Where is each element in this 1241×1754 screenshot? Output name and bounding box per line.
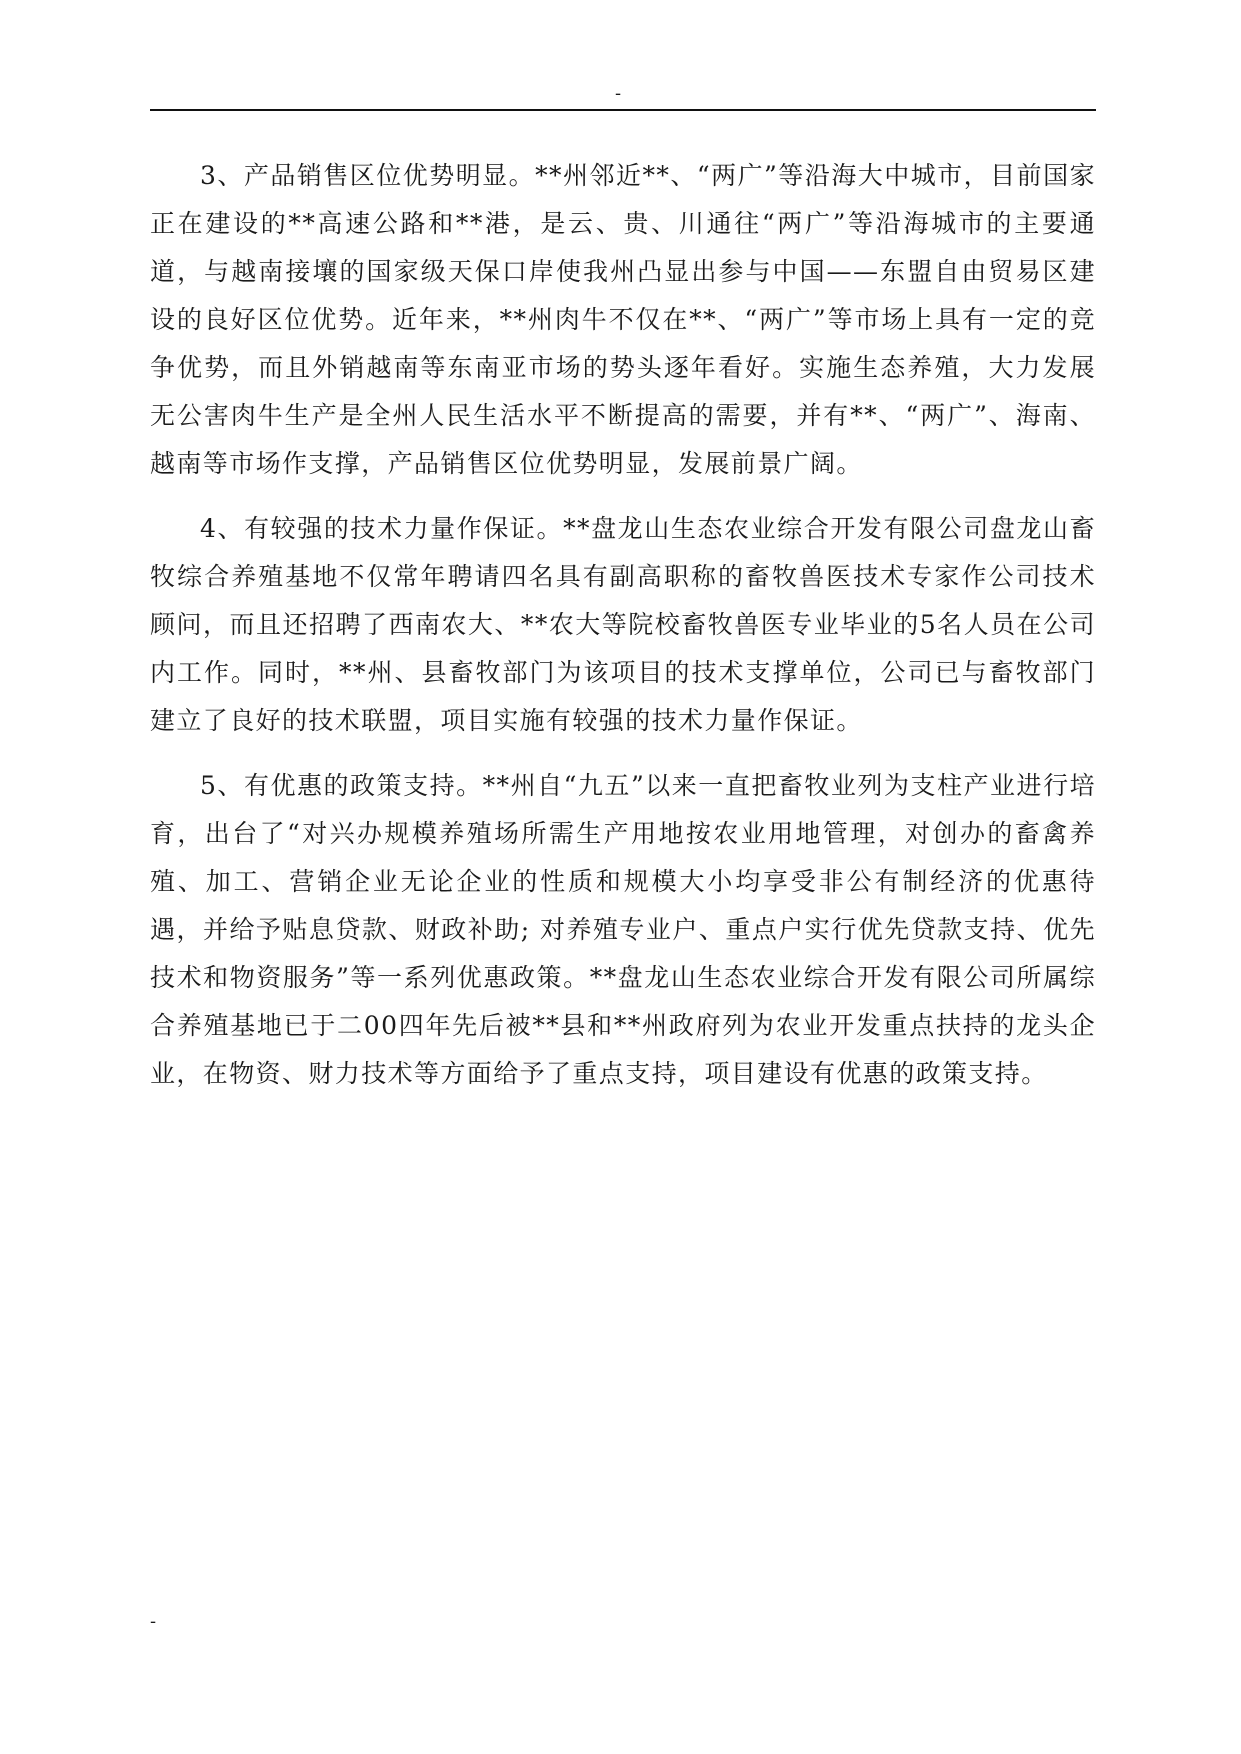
- document-body: [150, 152, 1096, 1098]
- paragraph-policy-support: 5、有优惠的政策支持。**州自“九五”以来一直把畜牧业列为支柱产业进行培育，出台了“对兴办规模养殖场所需生产用地按农业用地管理，对创办的畜禽养殖、加工、营销企业无论企业的性质和规模大小均享受非公有制经济的优惠待遇，并给予贴息贷款、财政补助; 对养殖专业户、重点户实行优先贷款支持、优先技术和物资服务”等一系列优惠政策。**盘龙山生态农业综合开发有限公司所属综合养殖基地已于二00四年先后被**县和**州政府列为农业开发重点扶持的龙头企业，在物资、财力技术等方面给予了重点支持，项目建设有优惠的政策支持。: [150, 771, 1096, 1088]
- paragraph-technical-strength: 4、有较强的技术力量作保证。**盘龙山生态农业综合开发有限公司盘龙山畜牧综合养殖基地不仅常年聘请四名具有副高职称的畜牧兽医技术专家作公司技术顾问，而且还招聘了西南农大、**农大等院校畜牧兽医专业毕业的5名人员在公司内工作。同时，**州、县畜牧部门为该项目的技术支撑单位，公司已与畜牧部门建立了良好的技术联盟，项目实施有较强的技术力量作保证。: [150, 514, 1096, 735]
- header-mark: -: [615, 83, 622, 104]
- paragraph-sales-location: 3、产品销售区位优势明显。**州邻近**、“两广”等沿海大中城市，目前国家正在建设的**高速公路和**港，是云、贵、川通往“两广”等沿海城市的主要通道，与越南接壤的国家级天保口岸使我州凸显出参与中国——东盟自由贸易区建设的良好区位优势。近年来，**州肉牛不仅在**、“两广”等市场上具有一定的竞争优势，而且外销越南等东南亚市场的势头逐年看好。实施生态养殖，大力发展无公害肉牛生产是全州人民生活水平不断提高的需要，并有**、“两广”、海南、越南等市场作支撑，产品销售区位优势明显，发展前景广阔。: [150, 161, 1096, 478]
- footer-mark: -: [150, 1611, 157, 1632]
- header-rule: [150, 109, 1096, 111]
